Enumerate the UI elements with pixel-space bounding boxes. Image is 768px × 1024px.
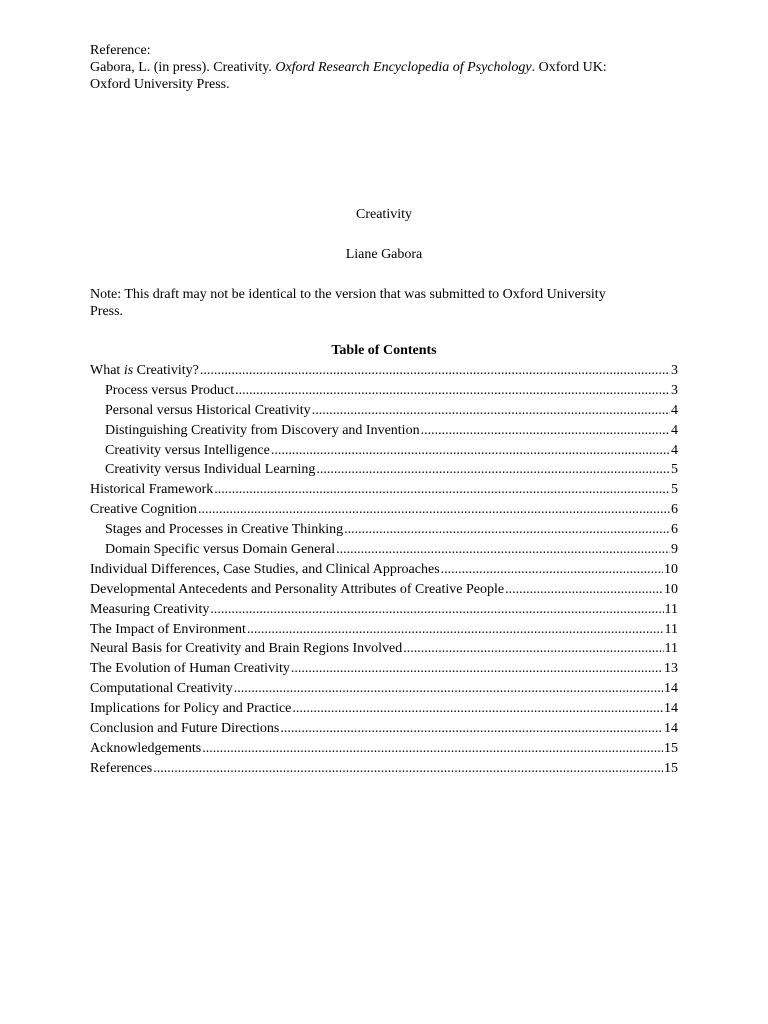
toc-dot-leader	[247, 620, 664, 640]
toc-entry-label-text: The Impact of Environment	[90, 621, 246, 637]
toc-entry-label-text: Domain Specific versus Domain General	[105, 542, 336, 558]
toc-entry[interactable]	[90, 580, 678, 600]
toc-page-number: 11	[664, 641, 678, 657]
toc-dot-leader	[292, 699, 663, 719]
document-page	[90, 0, 678, 1024]
toc-page-number: 15	[664, 740, 678, 756]
toc-entry[interactable]	[90, 560, 678, 580]
toc-dot-leader	[280, 719, 663, 739]
toc-dot-leader	[200, 361, 670, 381]
draft-note	[90, 286, 678, 320]
toc-page-number: 3	[671, 363, 678, 378]
toc-dot-leader	[198, 500, 670, 520]
toc-entry-label-text: Stages and Processes in Creative Thinking	[105, 522, 344, 538]
toc-entry-label	[90, 620, 246, 640]
toc-entry[interactable]	[90, 500, 678, 520]
toc-entry[interactable]	[90, 540, 678, 560]
toc-page-number: 10	[664, 581, 678, 597]
toc-dot-leader	[421, 421, 670, 441]
toc-entry-label-text: Distinguishing Creativity from Discovery and Invention	[105, 422, 420, 438]
draft-note-line-1: Note: This draft may not be identical to the version that was submitted to Oxford University	[90, 287, 606, 302]
toc-dot-leader	[291, 659, 663, 679]
toc-entry[interactable]	[90, 639, 678, 659]
toc-dot-leader	[271, 441, 670, 461]
toc-entry-label-text: Creativity versus Intelligence	[105, 442, 270, 458]
toc-entry-label	[90, 719, 279, 739]
toc-entry[interactable]	[90, 361, 678, 381]
toc-page-number: 10	[664, 561, 678, 577]
toc-heading: Table of Contents	[331, 343, 437, 358]
toc-entry-label	[90, 679, 233, 699]
toc-entry-label	[90, 739, 201, 759]
toc-entry-label-text: Measuring Creativity	[90, 601, 210, 617]
toc-entry-label-text: Personal versus Historical Creativity	[105, 402, 311, 418]
toc-dot-leader	[441, 560, 663, 580]
toc-entry-label	[90, 639, 402, 659]
toc-entry-label-text: Implications for Policy and Practice	[90, 701, 292, 717]
toc-entry-label	[105, 460, 315, 480]
toc-entry[interactable]	[90, 759, 678, 779]
toc-entry-label-text: Conclusion and Future Directions	[90, 721, 280, 737]
toc-page-number: 6	[671, 522, 678, 538]
toc-entry[interactable]	[90, 441, 678, 461]
document-author: Liane Gabora	[345, 247, 423, 262]
toc-page-number: 11	[664, 601, 678, 617]
toc-page-number: 11	[664, 621, 678, 637]
toc-page-number: 9	[671, 542, 678, 558]
toc-entry-label	[90, 560, 440, 580]
toc-entry-label	[105, 401, 311, 421]
toc-page-number: 5	[671, 462, 678, 478]
toc-entry-label-text: Developmental Antecedents and Personality Attributes of Creative People	[90, 581, 505, 597]
citation-journal: Oxford Research Encyclopedia of Psychology	[275, 60, 532, 75]
toc-entry-label	[105, 441, 270, 461]
toc-page-number: 4	[671, 442, 678, 458]
toc-dot-leader	[505, 580, 663, 600]
toc-dot-leader	[312, 401, 670, 421]
reference-heading: Reference:	[90, 43, 151, 58]
toc-entry[interactable]	[90, 699, 678, 719]
toc-entry[interactable]	[90, 620, 678, 640]
toc-entry-label-text: Creative Cognition	[90, 502, 197, 518]
toc-entry[interactable]	[90, 401, 678, 421]
document-title: Creativity	[356, 207, 412, 222]
toc-entry[interactable]	[90, 659, 678, 679]
toc-entry-label	[90, 500, 197, 520]
toc-dot-leader	[234, 679, 663, 699]
table-of-contents	[90, 361, 678, 779]
toc-entry-label	[105, 520, 343, 540]
toc-entry-label-text: References	[90, 760, 153, 776]
reference-citation-line-1	[90, 59, 678, 76]
toc-entry-label-text: Creativity versus Individual Learning	[105, 462, 316, 478]
toc-dot-leader	[235, 381, 670, 401]
toc-dot-leader	[344, 520, 670, 540]
toc-dot-leader	[202, 739, 663, 759]
toc-dot-leader	[214, 480, 670, 500]
reference-block	[90, 42, 678, 93]
toc-entry-label-text: Acknowledgements	[90, 740, 202, 756]
toc-entry-label	[105, 381, 234, 401]
toc-page-number: 4	[671, 402, 678, 418]
toc-dot-leader	[403, 639, 663, 659]
toc-page-number: 14	[664, 701, 678, 717]
toc-page-number: 4	[671, 422, 678, 438]
toc-entry-label	[90, 659, 290, 679]
toc-entry-label	[90, 580, 504, 600]
toc-entry-label	[90, 361, 199, 381]
toc-entry[interactable]	[90, 600, 678, 620]
toc-entry-label-text: What	[90, 363, 124, 378]
toc-entry-label-text-suffix: Creativity?	[133, 363, 199, 378]
toc-dot-leader	[153, 759, 663, 779]
toc-entry-label	[105, 421, 420, 441]
toc-entry-label-text: The Evolution of Human Creativity	[90, 661, 290, 677]
toc-page-number: 5	[671, 482, 678, 498]
toc-entry[interactable]	[90, 679, 678, 699]
toc-entry-label	[90, 480, 213, 500]
toc-dot-leader	[336, 540, 670, 560]
toc-entry[interactable]	[90, 739, 678, 759]
toc-entry[interactable]	[90, 520, 678, 540]
toc-entry[interactable]	[90, 421, 678, 441]
toc-dot-leader	[316, 460, 670, 480]
toc-entry[interactable]	[90, 719, 678, 739]
toc-entry[interactable]	[90, 480, 678, 500]
toc-page-number: 14	[664, 721, 678, 737]
toc-entry[interactable]	[90, 460, 678, 480]
toc-dot-leader	[210, 600, 663, 620]
citation-suffix: . Oxford UK:	[531, 60, 607, 75]
toc-entry-label-text: Historical Framework	[90, 482, 214, 498]
toc-entry-label	[90, 699, 291, 719]
toc-page-number: 3	[671, 382, 678, 398]
toc-page-number: 6	[671, 502, 678, 518]
toc-entry-label	[90, 600, 209, 620]
toc-entry-label	[105, 540, 335, 560]
toc-entry[interactable]	[90, 381, 678, 401]
reference-citation-line-2: Oxford University Press.	[90, 77, 230, 92]
toc-page-number: 14	[664, 681, 678, 697]
toc-entry-label-text: Process versus Product	[105, 382, 235, 398]
draft-note-line-2: Press.	[90, 304, 124, 319]
toc-entry-label-emphasis: is	[123, 363, 134, 378]
toc-entry-label-text: Computational Creativity	[90, 681, 233, 697]
toc-page-number: 15	[664, 760, 678, 776]
citation-prefix: Gabora, L. (in press). Creativity.	[90, 60, 276, 75]
toc-entry-label	[90, 759, 152, 779]
toc-entry-label-text: Individual Differences, Case Studies, and Clinical Approaches	[90, 561, 440, 577]
toc-entry-label-text: Neural Basis for Creativity and Brain Regions Involved	[90, 641, 403, 657]
toc-page-number: 13	[664, 661, 678, 677]
